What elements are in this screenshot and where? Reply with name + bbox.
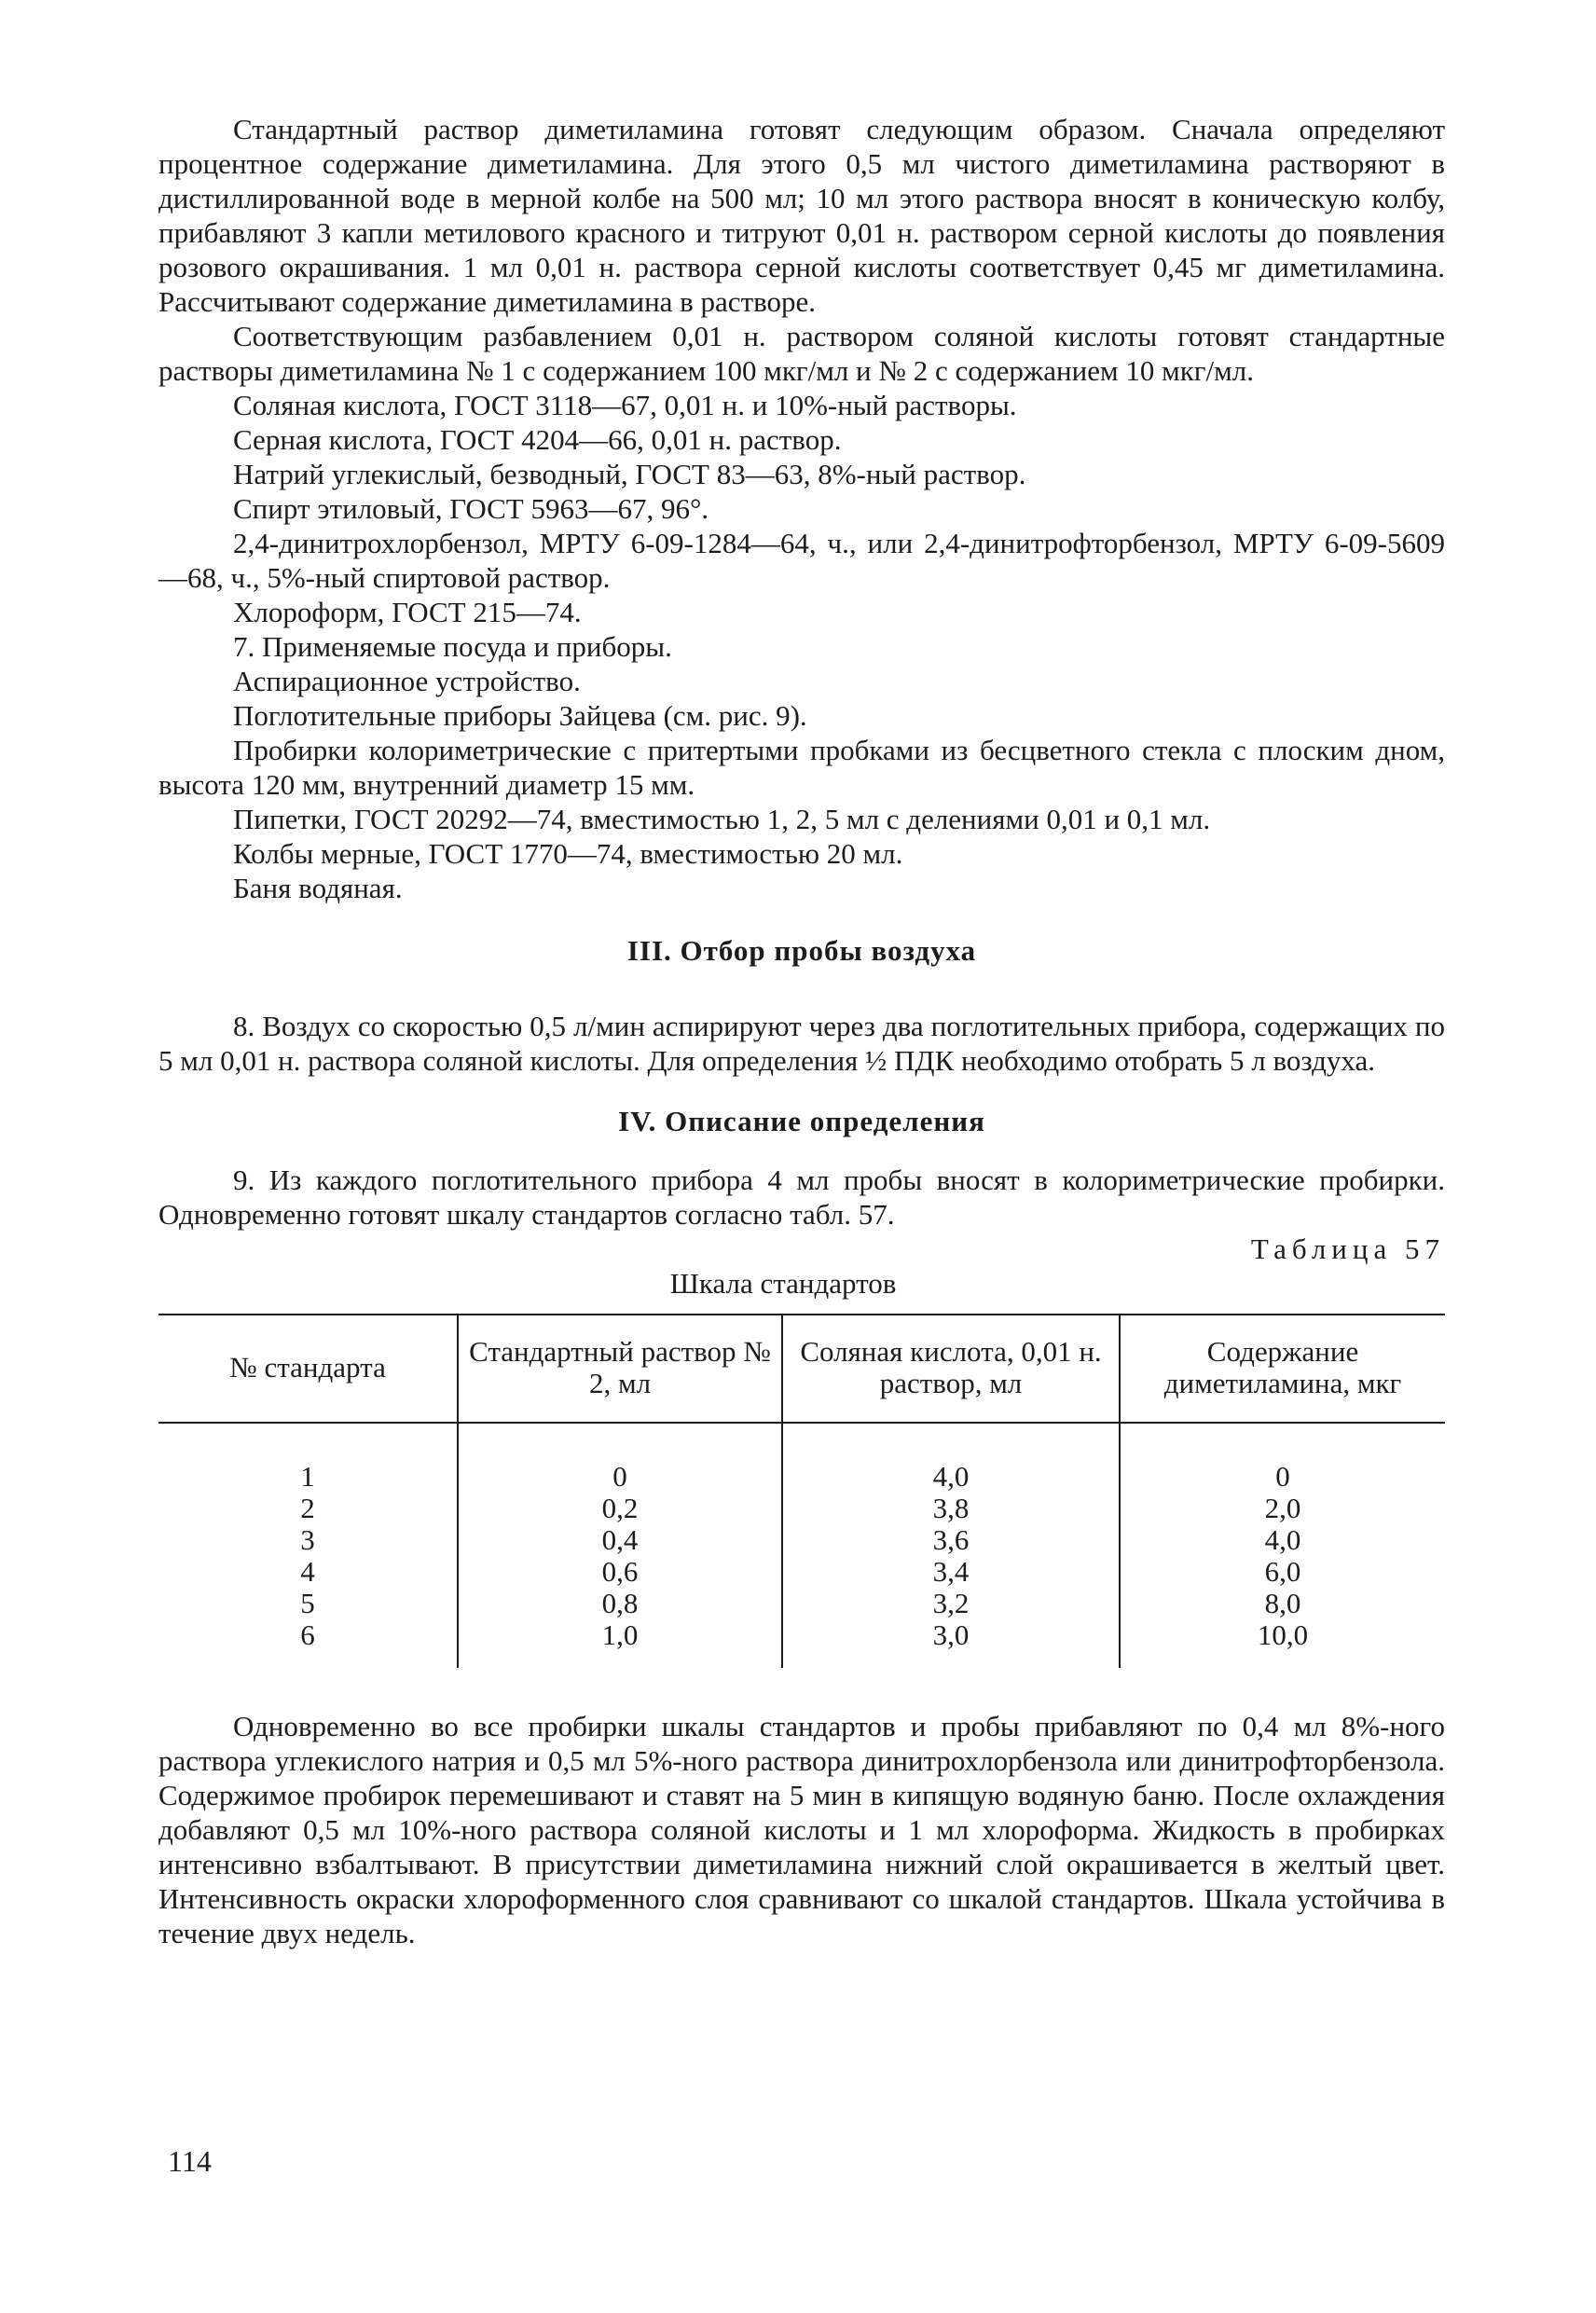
header-standard-number: № стандарта <box>158 1315 458 1423</box>
table-cell: 3 <box>300 1523 315 1556</box>
table-cell: 1,0 <box>458 1619 782 1668</box>
table-cell: 0 <box>458 1423 782 1493</box>
table-cell: 5 <box>300 1587 315 1619</box>
table-cell: 4 <box>300 1555 315 1588</box>
table-row <box>158 1493 1445 1524</box>
section-heading-air-sampling: III. Отбор пробы воздуха <box>626 934 977 967</box>
list-item: Поглотительные приборы Зайцева (см. рис. 9). <box>233 699 807 732</box>
paragraph-determination: 9. Из каждого поглотительного прибора 4 мл пробы вносят в колориметрические пробирки. Одновременно готовят шкалу стандартов согласно табл. 57. <box>158 1163 1445 1231</box>
section-heading-determination: IV. Описание определения <box>618 1105 985 1137</box>
table-cell: 8,0 <box>1120 1588 1445 1619</box>
list-item: Натрий углекислый, безводный, ГОСТ 83—63, 8%-ный раствор. <box>233 458 1026 490</box>
list-item: Соляная кислота, ГОСТ 3118—67, 0,01 н. и 10%-ный растворы. <box>233 389 1017 421</box>
table-row <box>158 1423 1445 1493</box>
list-item: Пипетки, ГОСТ 20292—74, вместимостью 1, 2, 5 мл с делениями 0,01 и 0,1 мл. <box>233 803 1211 835</box>
list-item: 7. Применяемые посуда и приборы. <box>233 630 672 663</box>
page-number: 114 <box>168 2144 212 2178</box>
list-item: 2,4-динитрохлорбензол, МРТУ 6-09-1284—64, ч., или 2,4-динитрофторбензол, МРТУ 6-09-5609—68, ч., 5%-ный спиртовой раствор. <box>158 527 1445 594</box>
table-cell: 0,4 <box>458 1524 782 1556</box>
table-cell: 3,4 <box>782 1556 1120 1588</box>
table-header-row <box>158 1315 1445 1423</box>
list-item: Серная кислота, ГОСТ 4204—66, 0,01 н. раствор. <box>233 423 842 456</box>
header-dimethylamine-content: Содержание диметиламина, мкг <box>1120 1315 1445 1423</box>
table-cell: 4,0 <box>782 1423 1120 1493</box>
list-item: Пробирки колориметрические с притертыми пробками из бесцветного стекла с плоским дном, высота 120 мм, внутренний диаметр 15 мм. <box>158 734 1445 801</box>
paragraph-air-sampling: 8. Воздух со скоростью 0,5 л/мин аспирируют через два поглотительных прибора, содержащих по 5 мл 0,01 н. раствора соляной кислоты. Для определения ½ ПДК необходимо отобрать 5 л воздуха. <box>158 1010 1445 1077</box>
paragraph-standard-solution: Стандартный раствор диметиламина готовят следующим образом. Сначала определяют процентное содержание диметиламина. Для этого 0,5 мл чистого диметиламина растворяют в дистиллированной воде в мерной колбе на 500 мл; 10 мл этого раствора вносят в коническую колбу, прибавляют 3 капли метилового красного и титруют 0,01 н. раствором серной кислоты до появления розового окрашивания. 1 мл 0,01 н. раствора серной кислоты соответствует 0,45 мг диметиламина. Рассчитывают содержание диметиламина в растворе. <box>158 113 1445 318</box>
list-item: Хлороформ, ГОСТ 215—74. <box>233 596 582 628</box>
table-cell: 3,8 <box>782 1493 1120 1524</box>
table-row <box>158 1556 1445 1588</box>
paragraph-procedure: Одновременно во все пробирки шкалы стандартов и пробы прибавляют по 0,4 мл 8%-ного раствора углекислого натрия и 0,5 мл 5%-ного раствора динитрохлорбензола или динитрофторбензола. Содержимое пробирок перемешивают и ставят на 5 мин в кипящую водяную баню. После охлаждения добавляют 0,5 мл 10%-ного раствора соляной кислоты и 1 мл хлороформа. Жидкость в пробирках интенсивно взбалтывают. В присутствии диметиламина нижний слой окрашивается в желтый цвет. Интенсивность окраски хлороформенного слоя сравнивают со шкалой стандартов. Шкала устойчива в течение двух недель. <box>158 1710 1445 1949</box>
table-caption: Шкала стандартов <box>669 1267 897 1300</box>
table-cell: 6,0 <box>1120 1556 1445 1588</box>
table-cell: 3,6 <box>782 1524 1120 1556</box>
table-cell: 1 <box>300 1460 315 1493</box>
table-cell: 3,0 <box>782 1619 1120 1668</box>
list-item: Аспирационное устройство. <box>233 665 581 697</box>
reagents-list <box>158 388 1445 905</box>
table-row <box>158 1524 1445 1556</box>
header-standard-solution: Стандартный раствор № 2, мл <box>458 1315 782 1423</box>
list-item: Колбы мерные, ГОСТ 1770—74, вместимостью 20 мл. <box>233 837 903 870</box>
table-cell: 2,0 <box>1120 1493 1445 1524</box>
table-cell: 2 <box>300 1492 315 1524</box>
table-cell: 6 <box>300 1618 315 1651</box>
list-item: Спирт этиловый, ГОСТ 5963—67, 96°. <box>233 492 709 525</box>
table-number: Таблица 57 <box>1250 1232 1445 1265</box>
list-item: Баня водяная. <box>233 872 403 904</box>
table-row <box>158 1588 1445 1619</box>
table-cell: 4,0 <box>1120 1524 1445 1556</box>
table-row <box>158 1619 1445 1668</box>
table-cell: 0,8 <box>458 1588 782 1619</box>
document-page <box>158 112 1445 1950</box>
table-cell: 0,2 <box>458 1493 782 1524</box>
table-cell: 0,6 <box>458 1556 782 1588</box>
table-cell: 0 <box>1120 1423 1445 1493</box>
header-hydrochloric-acid: Соляная кислота, 0,01 н. раствор, мл <box>782 1315 1120 1423</box>
table-cell: 3,2 <box>782 1588 1120 1619</box>
paragraph-dilution: Соответствующим разбавлением 0,01 н. раствором соляной кислоты готовят стандартные растворы диметиламина № 1 с содержанием 100 мкг/мл и № 2 с содержанием 10 мкг/мл. <box>158 320 1445 387</box>
standards-table <box>158 1314 1445 1668</box>
table-cell: 10,0 <box>1120 1619 1445 1668</box>
